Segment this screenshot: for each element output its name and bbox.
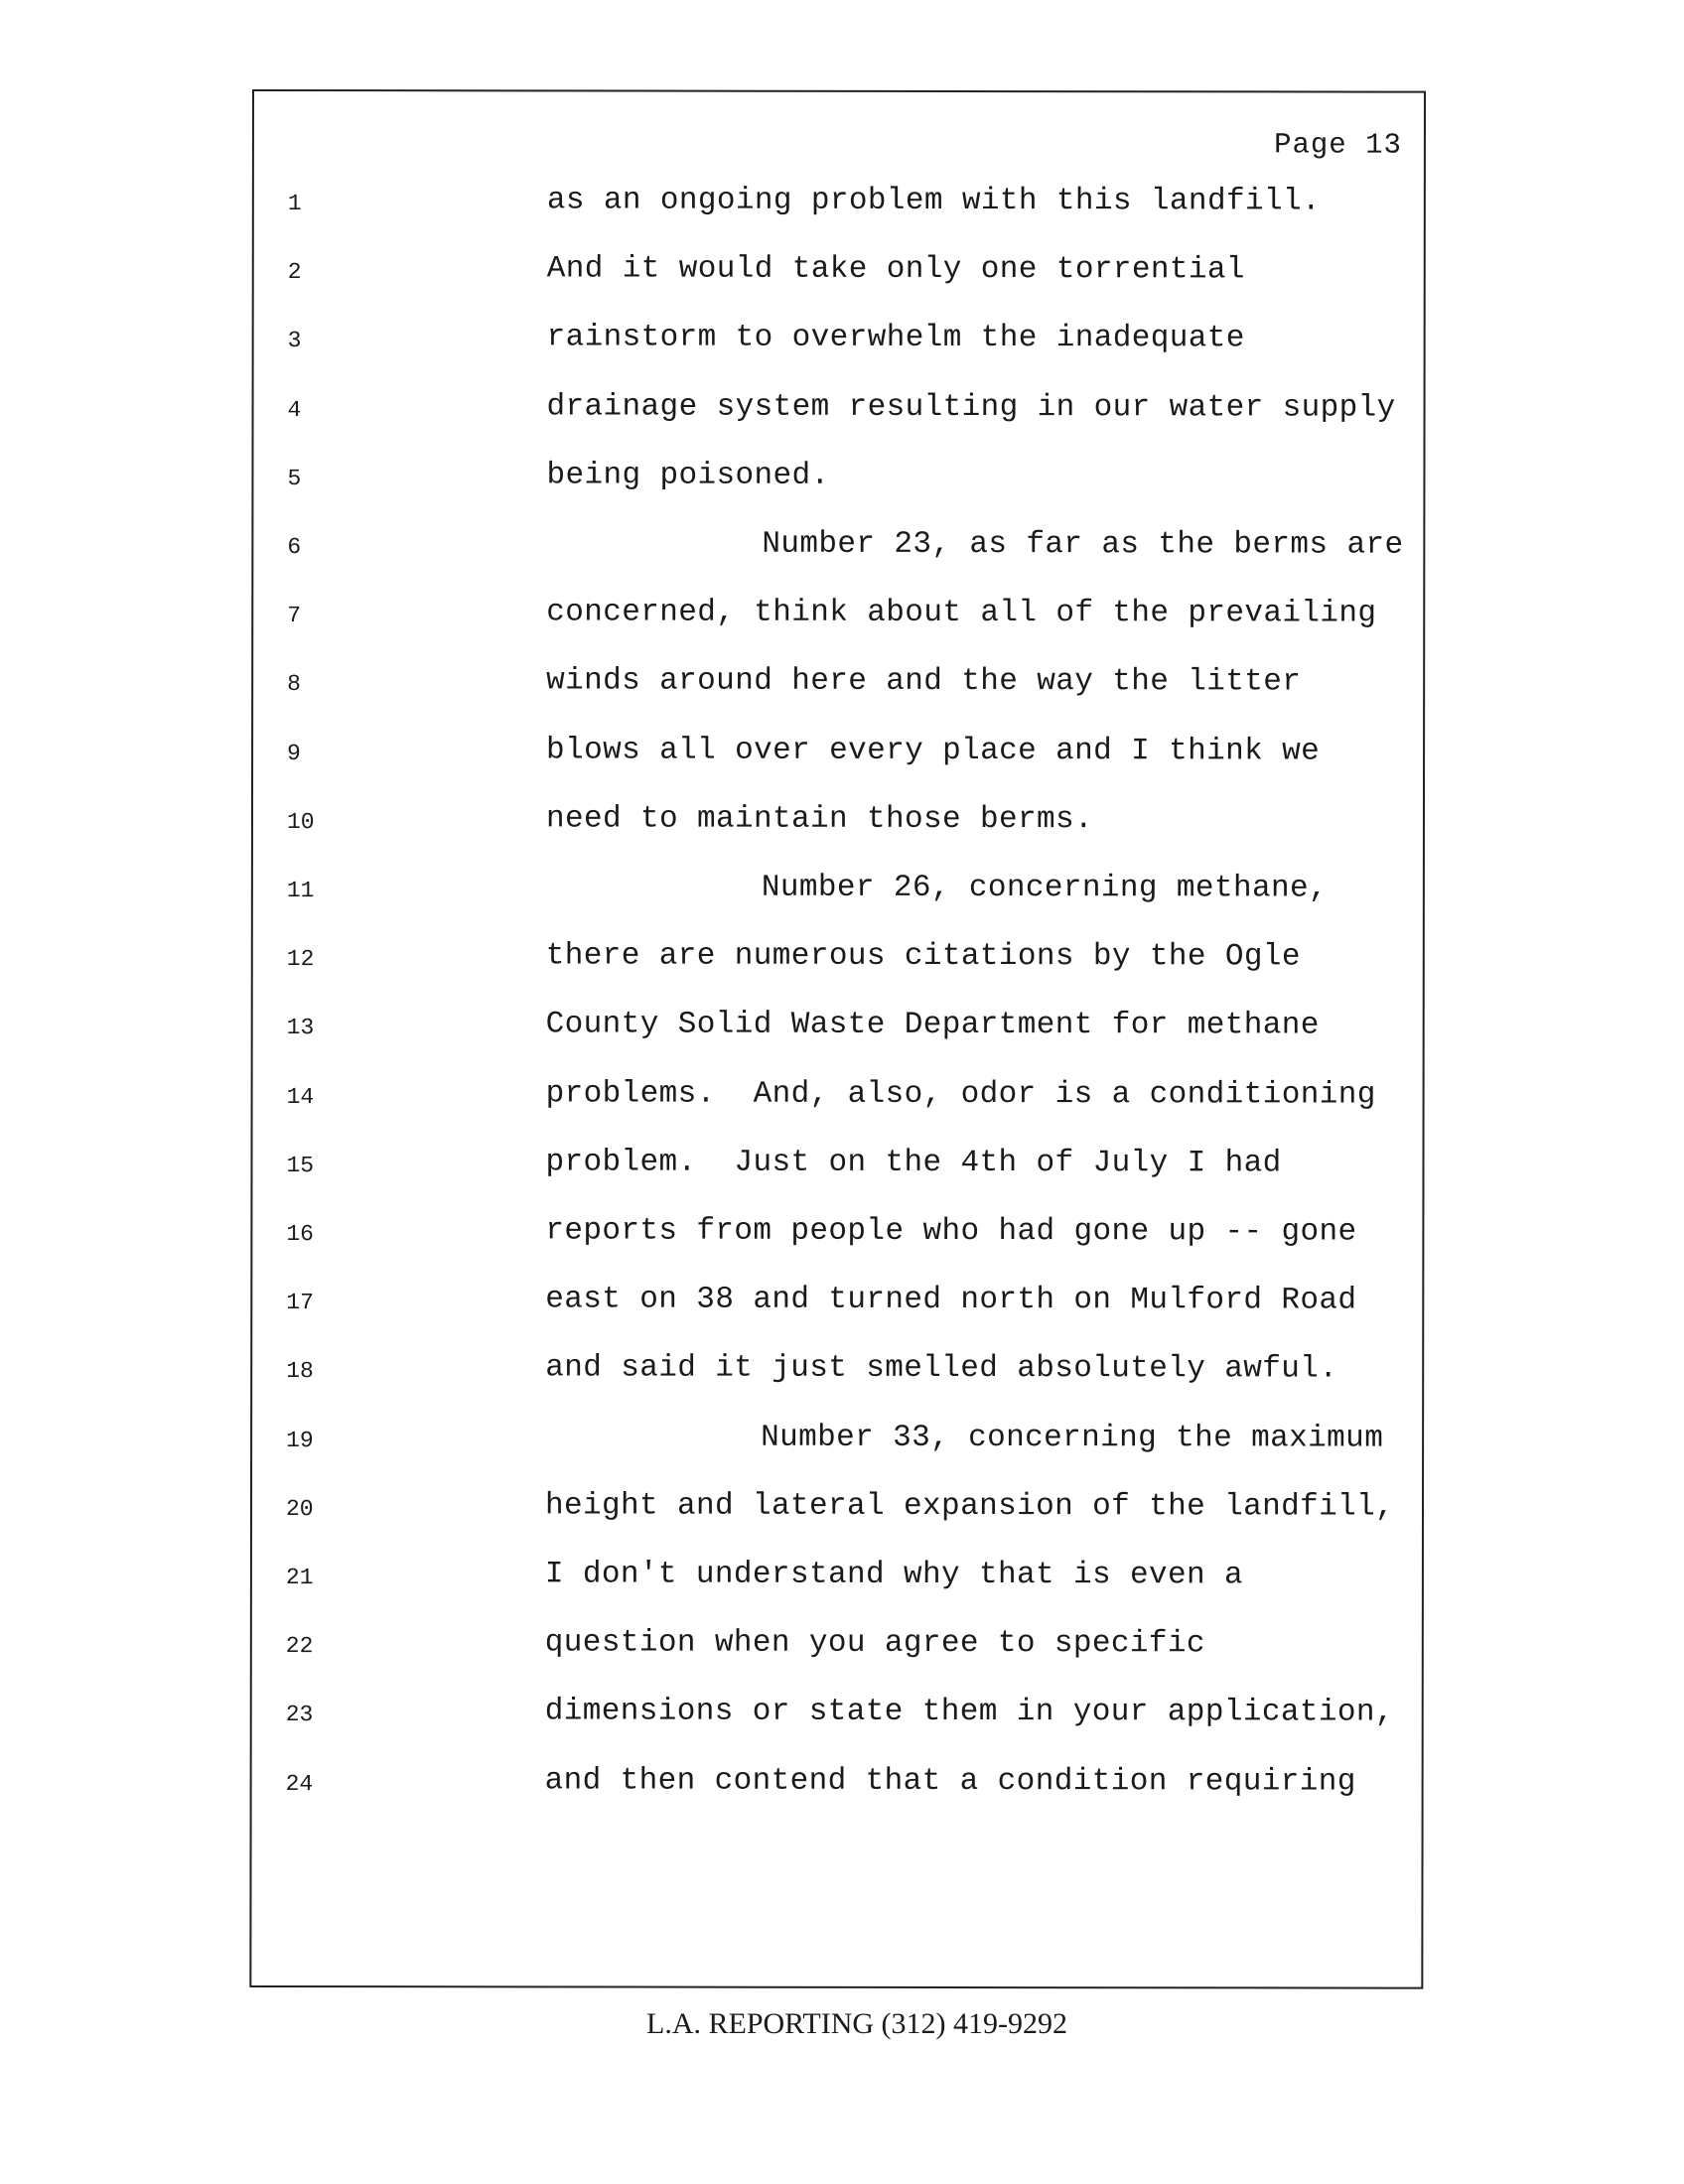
line-number: 6 [287, 534, 302, 561]
line-number: 13 [286, 1015, 315, 1041]
line-number: 9 [287, 740, 301, 766]
line-number: 14 [286, 1083, 315, 1110]
line-text: question when you agree to specific [544, 1625, 1205, 1662]
transcript-line [252, 1282, 1422, 1323]
transcript-line [253, 1076, 1423, 1118]
page-number: Page 13 [1274, 128, 1402, 162]
line-number: 12 [286, 946, 315, 973]
transcript-line [252, 1625, 1422, 1667]
line-text: there are numerous citations by the Ogle [545, 938, 1301, 975]
line-text: And it would take only one torrential [546, 251, 1245, 288]
transcript-line [253, 801, 1423, 843]
line-number: 22 [285, 1633, 314, 1660]
line-text: problem. Just on the 4th of July I had [545, 1145, 1282, 1181]
transcript-line [252, 1350, 1422, 1392]
transcript-line [253, 870, 1423, 911]
transcript-line [253, 663, 1423, 705]
line-text: I don't understand why that is even a [544, 1557, 1244, 1593]
transcript-line [254, 183, 1424, 224]
transcript-line [252, 1763, 1422, 1805]
line-number: 5 [287, 465, 302, 491]
line-number: 11 [286, 878, 315, 904]
line-text: being poisoned. [546, 458, 830, 493]
line-text: Number 23, as far as the berms are [762, 526, 1404, 563]
line-text: need to maintain those berms. [545, 801, 1094, 837]
line-number: 19 [286, 1427, 314, 1453]
line-number: 20 [285, 1495, 314, 1522]
line-number: 10 [286, 808, 315, 835]
line-text: rainstorm to overwhelm the inadequate [546, 320, 1245, 356]
line-number: 17 [286, 1290, 314, 1316]
transcript-page-frame [249, 89, 1426, 1989]
line-text: problems. And, also, odor is a conditioning [545, 1076, 1376, 1113]
line-number: 8 [287, 671, 301, 698]
line-text: blows all over every place and I think we [546, 733, 1321, 769]
transcript-line [254, 251, 1424, 293]
line-number: 7 [287, 603, 302, 629]
transcript-line [253, 458, 1423, 499]
transcript-line [252, 1145, 1422, 1186]
line-text: and then contend that a condition requiring [544, 1763, 1356, 1800]
line-number: 21 [285, 1565, 314, 1591]
line-text: dimensions or state them in your application, [544, 1694, 1394, 1730]
line-number: 23 [285, 1702, 314, 1728]
line-number: 4 [287, 396, 302, 423]
line-text: reports from people who had gone up -- gone [545, 1213, 1357, 1250]
transcript-line [254, 389, 1424, 431]
transcript-line [252, 1488, 1422, 1530]
line-number: 1 [287, 191, 302, 217]
transcript-line [253, 733, 1423, 774]
line-text: east on 38 and turned north on Mulford Road [545, 1282, 1357, 1318]
line-number: 18 [286, 1358, 314, 1385]
transcript-line [252, 1420, 1422, 1461]
line-text: as an ongoing problem with this landfill. [546, 183, 1321, 219]
transcript-line [253, 526, 1423, 568]
line-text: Number 33, concerning the maximum [761, 1420, 1384, 1456]
line-text: Number 26, concerning methane, [761, 870, 1328, 906]
reporter-footer: L.A. REPORTING (312) 419-9292 [646, 2007, 1067, 2040]
line-number: 3 [287, 328, 302, 354]
line-text: drainage system resulting in our water supply [546, 389, 1396, 426]
line-text: height and lateral expansion of the landfill, [544, 1488, 1395, 1525]
transcript-line [253, 1007, 1423, 1048]
line-number: 16 [286, 1221, 315, 1248]
transcript-line [253, 595, 1423, 636]
line-text: concerned, think about all of the prevailing [546, 595, 1377, 631]
transcript-line [252, 1557, 1422, 1598]
line-text: winds around here and the way the litter [546, 663, 1302, 700]
line-number: 24 [285, 1770, 314, 1797]
transcript-line [252, 1213, 1422, 1255]
line-text: and said it just smelled absolutely awful. [545, 1350, 1338, 1387]
line-number: 15 [286, 1152, 315, 1178]
transcript-line [253, 938, 1423, 980]
line-text: County Solid Waste Department for methane [545, 1007, 1320, 1043]
transcript-line [254, 320, 1424, 361]
transcript-line [252, 1694, 1422, 1735]
line-number: 2 [287, 259, 302, 286]
